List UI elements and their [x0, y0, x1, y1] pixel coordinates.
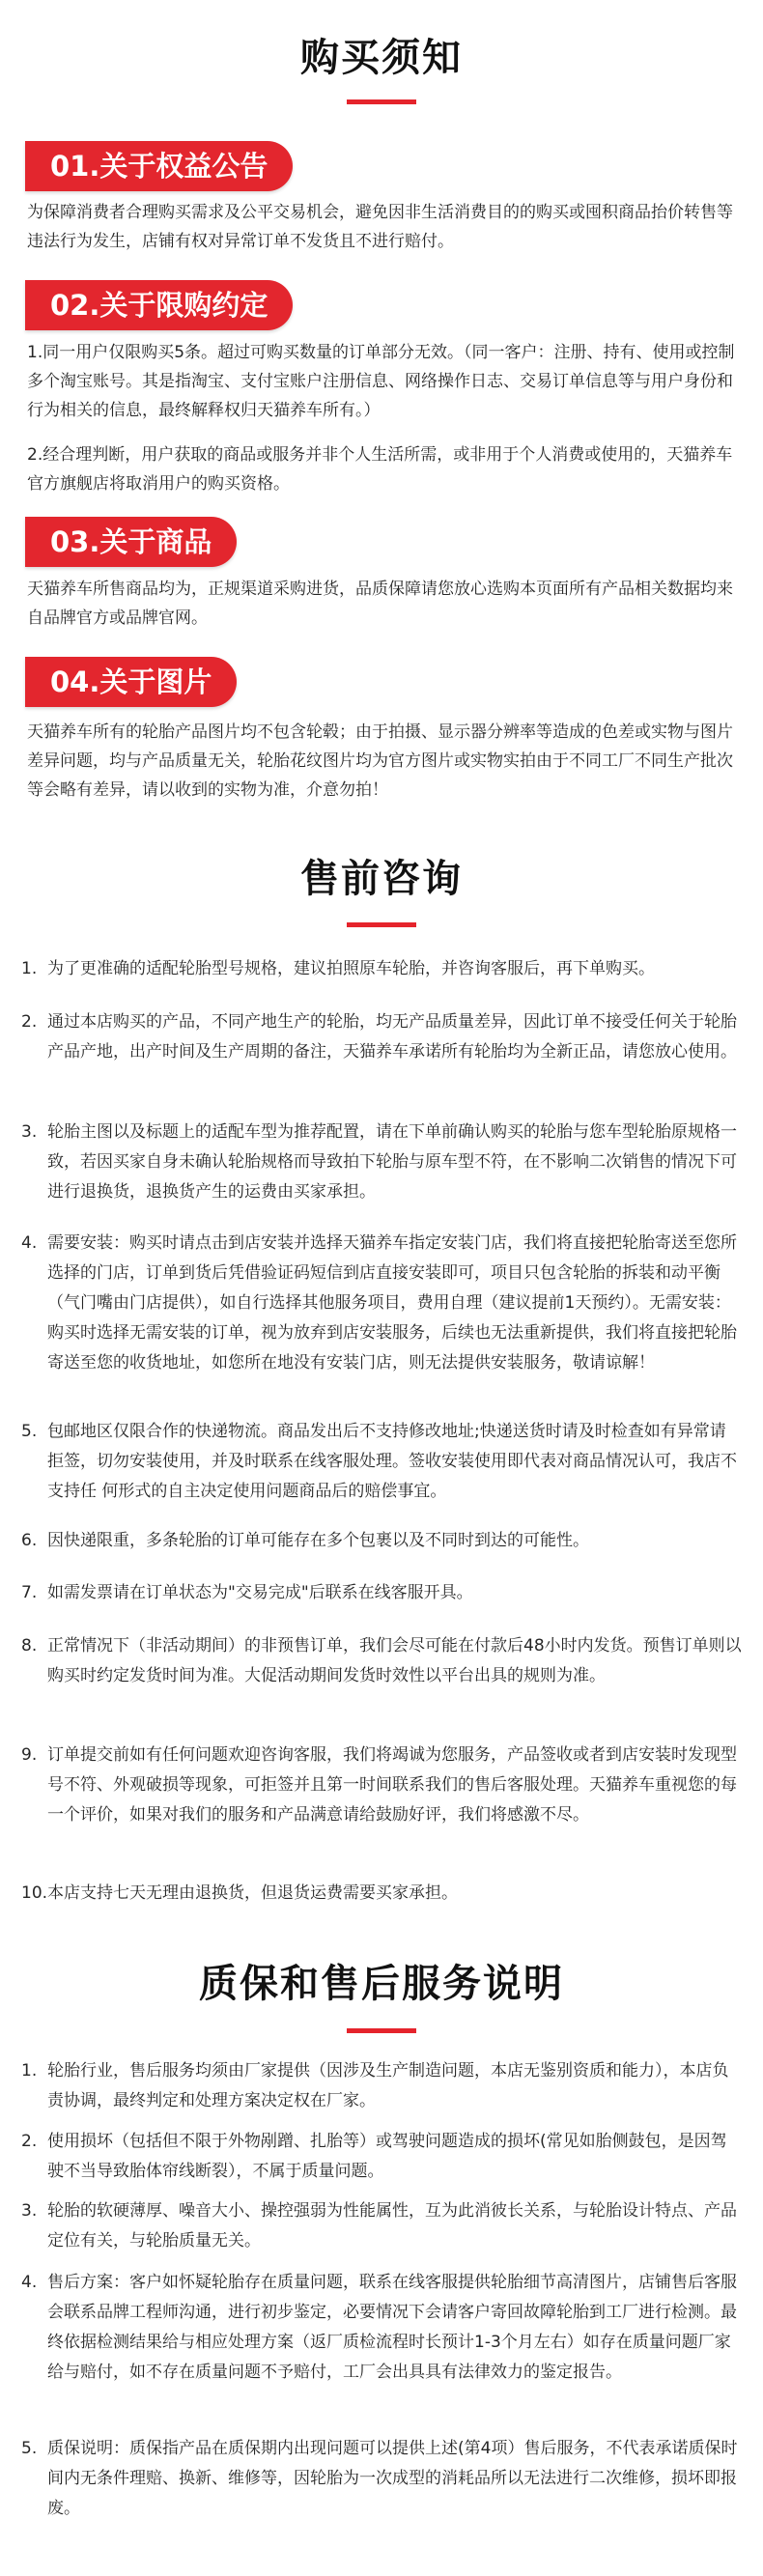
item-text: 通过本店购买的产品，不同产地生产的轮胎，均无产品质量差异，因此订单不接受任何关于轮胎产品产地，出产时间及生产周期的备注，天猫养车承诺所有轮胎均为全新正品，请您放心使用。: [47, 1012, 737, 1062]
item-number: 1.: [21, 2061, 38, 2081]
presale-item: [21, 1417, 742, 1507]
item-number: 2.: [21, 2132, 38, 2151]
presale-item: [21, 1741, 742, 1830]
item-number: 4.: [21, 2273, 38, 2292]
rights-notice-text: 为保障消费者合理购买需求及公平交易机会，避免因非生活消费目的的购买或囤积商品抬价转售等违法行为发生，店铺有权对异常订单不发货且不进行赔付。: [27, 203, 733, 251]
item-text: 本店支持七天无理由退换货，但退货运费需要买家承担。: [47, 1883, 458, 1903]
section-title-purchase-notice: 购买须知: [300, 36, 463, 80]
presale-item: [21, 1229, 742, 1378]
title-underline: [347, 922, 416, 927]
item-number: 6.: [21, 1531, 38, 1550]
item-text: 为了更准确的适配轮胎型号规格，建议拍照原车轮胎，并咨询客服后，再下单购买。: [47, 959, 655, 978]
item-number: 4.: [21, 1233, 38, 1253]
item-number: 8.: [21, 1636, 38, 1656]
heading-rights-notice: 01.关于权益公告: [25, 141, 293, 191]
item-text: 包邮地区仅限合作的快递物流。商品发出后不支持修改地址;快递送货时请及时检查如有异常请拒签，切勿安装使用，并及时联系在线客服处理。签收安装使用即代表对商品情况认可，我店不支持任 何形式的自主决定使用问题商品后的赔偿事宜。: [47, 1422, 737, 1501]
item-number: 3.: [21, 2201, 38, 2221]
warranty-item: [21, 2434, 742, 2524]
purchase-limit-rule-1: 1.同一用户仅限购买5条。超过可购买数量的订单部分无效。（同一客户：注册、持有、使用或控制多个淘宝账号。其是指淘宝、支付宝账户注册信息、网络操作日志、交易订单信息等与用户身份和行为相关的信息，最终解释权归天猫养车所有。）: [27, 343, 735, 420]
item-text: 如需发票请在订单状态为"交易完成"后联系在线客服开具。: [47, 1583, 473, 1602]
item-text: 质保说明：质保指产品在质保期内出现问题可以提供上述(第4项）售后服务，不代表承诺质保时间内无条件理赔、换新、维修等，因轮胎为一次成型的消耗品所以无法进行二次维修，损坏即报废。: [47, 2439, 738, 2518]
heading-purchase-limit: 02.关于限购约定: [25, 280, 293, 330]
item-text: 轮胎的软硬薄厚、噪音大小、操控强弱为性能属性，互为此消彼长关系，与轮胎设计特点、产品定位有关，与轮胎质量无关。: [47, 2201, 737, 2250]
item-text: 售后方案：客户如怀疑轮胎存在质量问题，联系在线客服提供轮胎细节高清图片，店铺售后客服会联系品牌工程师沟通，进行初步鉴定，必要情况下会请客户寄回故障轮胎到工厂进行检测。最终依据检测结果给与相应处理方案（返厂质检流程时长预计1-3个月左右）如存在质量问题厂家给与赔付，如不存在质量问题不予赔付，工厂会出具具有法律效力的鉴定报告。: [47, 2273, 737, 2382]
item-number: 5.: [21, 1422, 38, 1441]
images-text: 天猫养车所有的轮胎产品图片均不包含轮毂；由于拍摄、显示器分辨率等造成的色差或实物与图片差异问题，均与产品质量无关，轮胎花纹图片均为官方图片或实物实拍由于不同工厂不同生产批次等会略有差异，请以收到的实物为准，介意勿拍！: [27, 722, 733, 800]
warranty-item: [21, 2268, 742, 2388]
presale-item: [21, 1007, 742, 1067]
heading-images: 04.关于图片: [25, 657, 237, 707]
item-number: 7.: [21, 1583, 38, 1602]
item-number: 9.: [21, 1745, 38, 1765]
title-underline: [347, 99, 416, 104]
warranty-item: [21, 2056, 742, 2116]
section-title-warranty: 质保和售后服务说明: [199, 1962, 564, 2006]
item-text: 需要安装：购买时请点击到店安装并选择天猫养车指定安装门店，我们将直接把轮胎寄送至您所选择的门店，订单到货后凭借验证码短信到店直接安装即可，项目只包含轮胎的拆装和动平衡（气门嘴由门店提供），如自行选择其他服务项目，费用自理（建议提前1天预约）。无需安装：购买时选择无需安装的订单，视为放弃到店安装服务，后续也无法重新提供，我们将直接把轮胎寄送至您的收货地址，如您所在地没有安装门店，则无法提供安装服务，敬请谅解！: [47, 1233, 737, 1373]
item-text: 轮胎行业，售后服务均须由厂家提供（因涉及生产制造问题，本店无鉴别资质和能力），本店负责协调，最终判定和处理方案决定权在厂家。: [47, 2061, 729, 2110]
heading-products: 03.关于商品: [25, 517, 237, 567]
purchase-limit-rule-2: 2.经合理判断，用户获取的商品或服务并非个人生活所需，或非用于个人消费或使用的，天猫养车官方旗舰店将取消用户的购买资格。: [27, 445, 733, 494]
presale-item: [21, 954, 742, 984]
section-title-presale: 售前咨询: [300, 857, 463, 901]
presale-item: [21, 1631, 742, 1691]
item-number: 3.: [21, 1122, 38, 1142]
item-number: 2.: [21, 1012, 38, 1032]
warranty-item: [21, 2196, 742, 2256]
warranty-item: [21, 2127, 742, 2187]
presale-item: [21, 1526, 742, 1556]
item-text: 订单提交前如有任何问题欢迎咨询客服，我们将竭诚为您服务，产品签收或者到店安装时发现型号不符、外观破损等现象，可拒签并且第一时间联系我们的售后客服处理。天猫养车重视您的每一个评价，如果对我们的服务和产品满意请给鼓励好评，我们将感激不尽。: [47, 1745, 737, 1825]
presale-item: [21, 1118, 742, 1207]
presale-item: [21, 1879, 742, 1909]
item-number: 5.: [21, 2439, 38, 2458]
item-text: 轮胎主图以及标题上的适配车型为推荐配置，请在下单前确认购买的轮胎与您车型轮胎原规格一致，若因买家自身未确认轮胎规格而导致拍下轮胎与原车型不符，在不影响二次销售的情况下可进行退换货，退换货产生的运费由买家承担。: [47, 1122, 737, 1202]
item-number: 10.: [21, 1883, 48, 1903]
item-number: 1.: [21, 959, 38, 978]
presale-item: [21, 1578, 742, 1608]
products-text: 天猫养车所售商品均为，正规渠道采购进货，品质保障请您放心选购本页面所有产品相关数据均来自品牌官方或品牌官网。: [27, 580, 733, 628]
item-text: 使用损坏（包括但不限于外物剐蹭、扎胎等）或驾驶问题造成的损坏(常见如胎侧鼓包，是因驾驶不当导致胎体帘线断裂），不属于质量问题。: [47, 2132, 727, 2181]
title-underline: [347, 2028, 416, 2033]
item-text: 因快递限重，多条轮胎的订单可能存在多个包裹以及不同时到达的可能性。: [47, 1531, 589, 1550]
item-text: 正常情况下（非活动期间）的非预售订单，我们会尽可能在付款后48小时内发货。预售订单则以购买时约定发货时间为准。大促活动期间发货时效性以平台出具的规则为准。: [47, 1636, 742, 1685]
